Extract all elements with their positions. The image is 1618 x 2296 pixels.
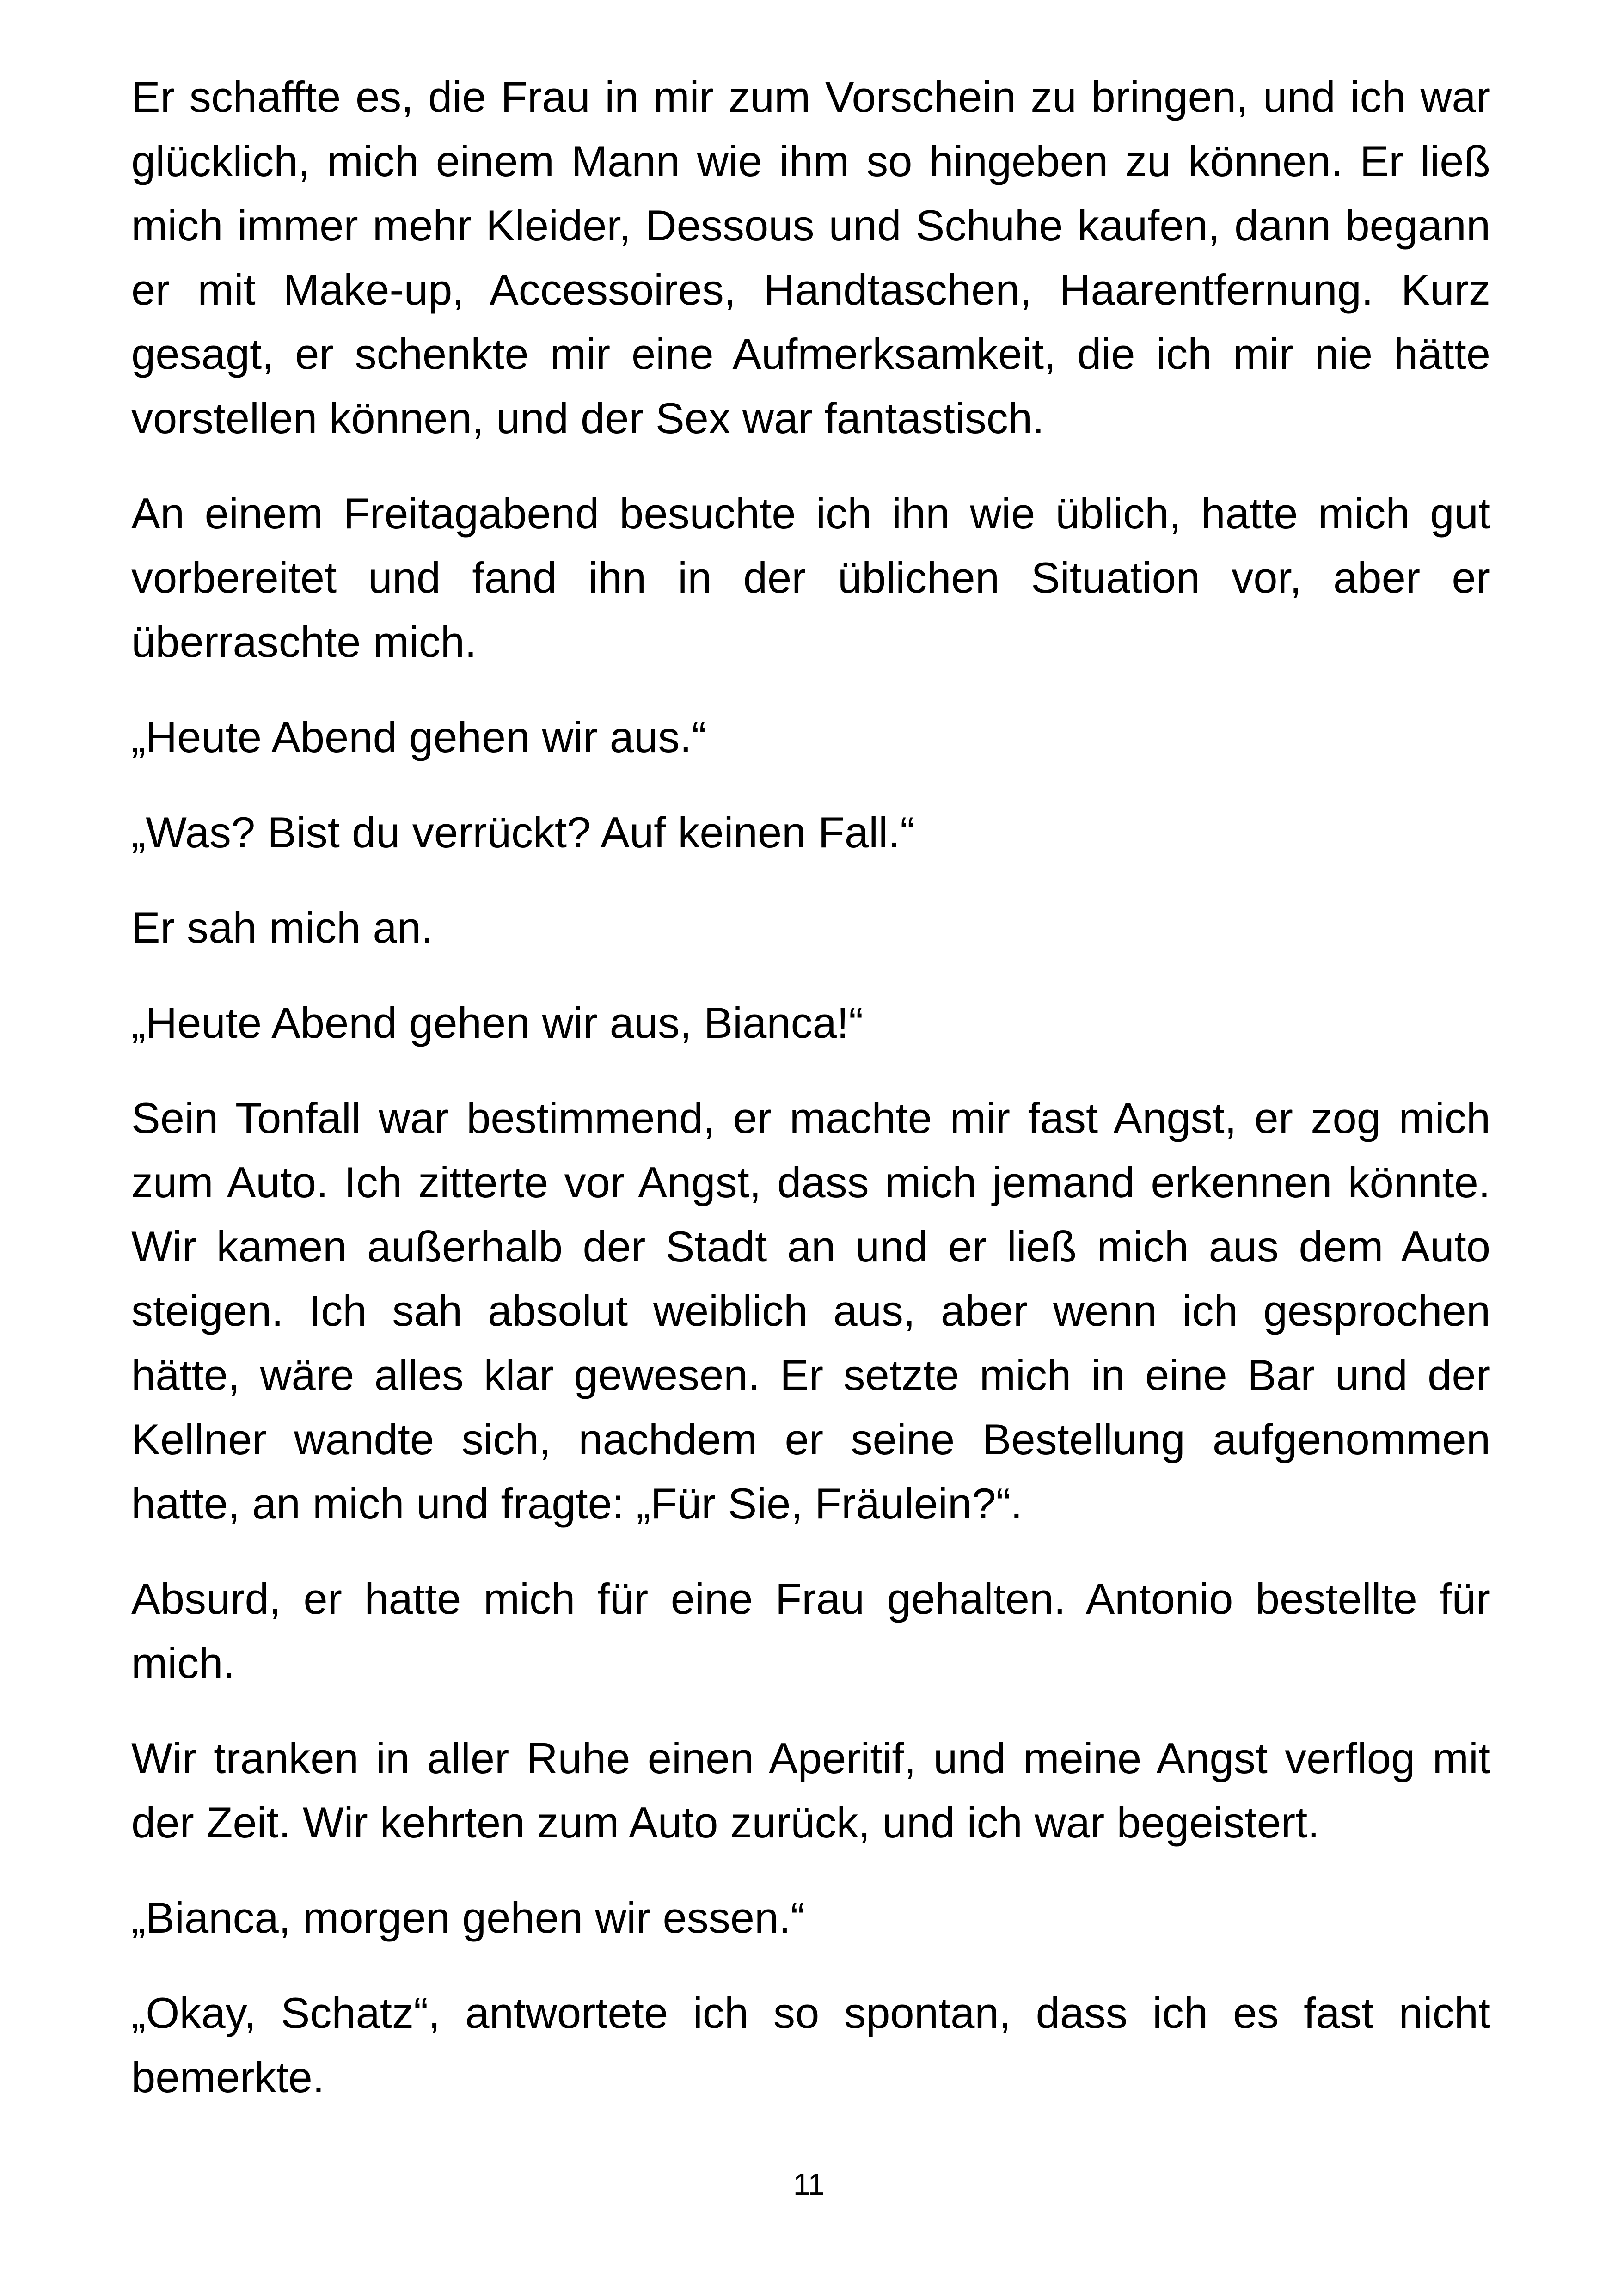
- paragraph-3: „Heute Abend gehen wir aus.“: [131, 713, 706, 761]
- body-text: [131, 65, 1490, 2140]
- paragraph-2: An einem Freitagabend besuchte ich ihn wie üblich, hatte mich gut vorbereitet und fand ihn in der üblichen Situation vor, aber er überraschte mich.: [131, 489, 1490, 666]
- paragraph-4: „Was? Bist du verrückt? Auf keinen Fall.“: [131, 808, 915, 857]
- paragraph-11: „Okay, Schatz“, antwortete ich so spontan, dass ich es fast nicht bemerkte.: [131, 1989, 1490, 2101]
- paragraph-7: Sein Tonfall war bestimmend, er machte mir fast Angst, er zog mich zum Auto. Ich zitterte vor Angst, dass mich jemand erkennen könnte. Wir kamen außerhalb der Stadt an und er ließ mich aus dem Auto steigen. Ich sah absolut weiblich aus, aber wenn ich gesprochen hätte, wäre alles klar gewesen. Er setzte mich in eine Bar und der Kellner wandte sich, nachdem er seine Bestellung aufgenommen hatte, an mich und fragte: „Für Sie, Fräulein?“.: [131, 1094, 1490, 1528]
- paragraph-6: „Heute Abend gehen wir aus, Bianca!“: [131, 998, 864, 1047]
- paragraph-9: Wir tranken in aller Ruhe einen Aperitif, und meine Angst verflog mit der Zeit. Wir kehrten zum Auto zurück, und ich war begeistert.: [131, 1734, 1490, 1847]
- paragraph-5: Er sah mich an.: [131, 903, 434, 952]
- paragraph-10: „Bianca, morgen gehen wir essen.“: [131, 1893, 805, 1942]
- paragraph-8: Absurd, er hatte mich für eine Frau gehalten. Antonio bestellte für mich.: [131, 1574, 1490, 1687]
- paragraph-1: Er schaffte es, die Frau in mir zum Vorschein zu bringen, und ich war glücklich, mich einem Mann wie ihm so hingeben zu können. Er ließ mich immer mehr Kleider, Dessous und Schuhe kaufen, dann begann er mit Make-up, Accessoires, Handtaschen, Haarentfernung. Kurz gesagt, er schenkte mir eine Aufmerksamkeit, die ich mir nie hätte vorstellen können, und der Sex war fantastisch.: [131, 73, 1490, 442]
- page-number: 11: [793, 2167, 825, 2201]
